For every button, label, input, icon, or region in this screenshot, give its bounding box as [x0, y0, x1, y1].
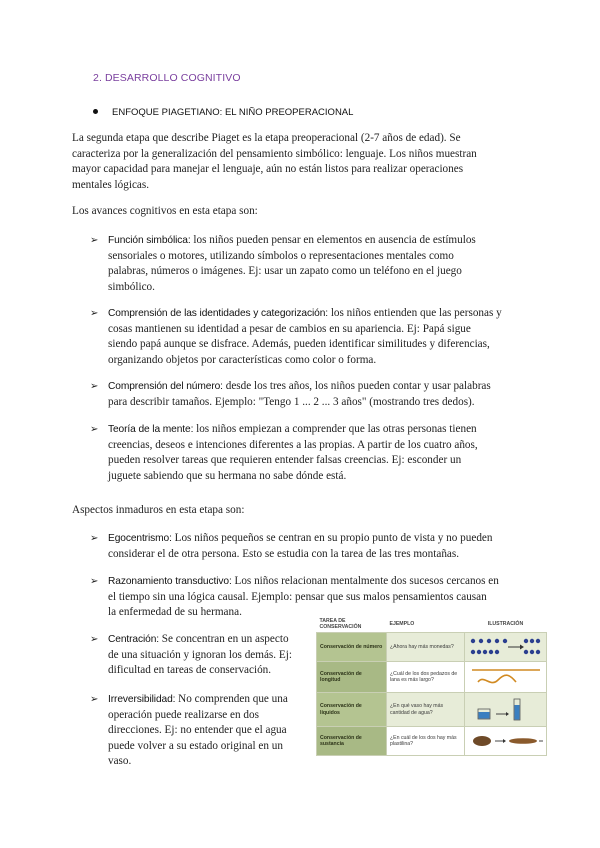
- item-text: Se concentran en un aspecto: [159, 633, 289, 645]
- conservation-table: [316, 616, 547, 756]
- item-text: direcciones. Ej: no entender que el agua: [108, 724, 287, 737]
- item-text: el tiempo sin una lógica causal. Ejemplo: pensar que sus malos pensamientos causan: [108, 590, 487, 603]
- item-text: siendo papá aunque se disfrace. Además, pueden identificar similitudes y diferencias,: [108, 338, 490, 351]
- term-label: Razonamiento transductivo:: [108, 576, 232, 587]
- arrow-bullet-icon: ➢: [90, 381, 99, 392]
- table-cell-illustration: [465, 633, 547, 662]
- item-text: operación puede realizarse en dos: [108, 708, 259, 721]
- item-text: simbólico.: [108, 280, 155, 293]
- intro-line: mayor capacidad para manejar el lenguaje, aún no están listos para realizar operaciones: [72, 163, 464, 176]
- table-header: ILUSTRACIÓN: [465, 616, 547, 633]
- list-item-egocentrismo: [90, 531, 530, 562]
- table-cell-example: ¿Cuál de los dos pedazos de lana es más largo?: [387, 662, 465, 693]
- table-cell-example: ¿En qué vaso hay más cantidad de agua?: [387, 693, 465, 726]
- table-cell-task: Conservación de líquidos: [317, 693, 387, 726]
- term-label: Función simbólica:: [108, 235, 191, 246]
- intro-line: caracteriza por la generalización del pensamiento simbólico: lenguaje. Los niños muestran: [72, 147, 477, 160]
- table-cell-illustration: [465, 693, 547, 726]
- item-text: Los niños relacionan mentalmente dos sucesos cercanos en: [231, 575, 499, 587]
- table-row: [317, 633, 547, 662]
- arrow-bullet-icon: ➢: [90, 634, 99, 645]
- item-text: considerar el de otra persona. Esto se estudia con la tarea de las tres montañas.: [108, 547, 460, 560]
- table-cell-example: ¿En cuál de los dos hay más plastilina?: [387, 726, 465, 755]
- term-label: Teoría de la mente:: [108, 424, 194, 435]
- table-cell-illustration: [465, 726, 547, 755]
- coins-row-icon: [468, 636, 544, 658]
- table-cell-task: Conservación de sustancia: [317, 726, 387, 755]
- table-cell-task: Conservación de longitud: [317, 662, 387, 693]
- term-label: Centración:: [108, 634, 159, 645]
- arrow-bullet-icon: ➢: [90, 576, 99, 587]
- table-header: EJEMPLO: [387, 616, 465, 633]
- list-item-teoria-mente: [90, 422, 530, 484]
- subheading: [93, 107, 353, 118]
- arrow-bullet-icon: ➢: [90, 424, 99, 435]
- table-cell-example: ¿Ahora hay más monedas?: [387, 633, 465, 662]
- list-item-irreversibilidad: [90, 692, 340, 770]
- list-item-funcion-simbolica: [90, 233, 530, 295]
- list-item-identidades: [90, 306, 530, 368]
- table-row: [317, 693, 547, 726]
- subheading-text: ENFOQUE PIAGETIANO: EL NIÑO PREOPERACIONAL: [112, 107, 354, 118]
- term-label: Irreversibilidad:: [108, 694, 176, 705]
- item-text: la enfermedad de su hermana.: [108, 606, 242, 619]
- arrow-bullet-icon: ➢: [90, 533, 99, 544]
- intro-paragraph: [72, 131, 527, 193]
- water-glasses-icon: [468, 697, 544, 723]
- immature-intro: Aspectos inmaduros en esta etapa son:: [72, 504, 245, 516]
- intro-line: mentales lógicas.: [72, 178, 150, 191]
- table-row: [317, 726, 547, 755]
- item-text: organizando objetos por características como color o forma.: [108, 353, 377, 366]
- clay-shapes-icon: [468, 730, 544, 752]
- table-cell-illustration: [465, 662, 547, 693]
- term-label: Comprensión de las identidades y categorización:: [108, 308, 329, 319]
- item-text: para describir tamaños. Ejemplo: "Tengo 1 ... 2 ... 3 años" (mostrando tres dedos).: [108, 395, 475, 408]
- list-item-centracion: [90, 632, 340, 679]
- item-text: dificultad en tareas de conservación.: [108, 664, 272, 677]
- item-text: No comprenden que una: [175, 693, 288, 705]
- item-text: Los niños pequeños se centran en su propio punto de vista y no pueden: [171, 532, 493, 544]
- item-text: juguete sabiendo que su hermana no sabe dónde está.: [108, 469, 347, 482]
- intro-line: La segunda etapa que describe Piaget es la etapa preoperacional (2-7 años de edad). Se: [72, 132, 461, 144]
- item-text: creencias, deseos e intenciones diferentes a las propias. A partir de los cuatro años,: [108, 438, 478, 451]
- yarn-length-icon: [468, 665, 544, 689]
- item-text: los niños pueden pensar en elementos en ausencia de estímulos: [190, 234, 476, 246]
- arrow-bullet-icon: ➢: [90, 308, 99, 319]
- arrow-bullet-icon: ➢: [90, 694, 99, 705]
- term-label: Comprensión del número:: [108, 381, 223, 392]
- item-text: los niños empiezan a comprender que las otras personas tienen: [193, 423, 477, 435]
- bullet-dot-icon: [93, 109, 98, 114]
- section-title: 2. DESARROLLO COGNITIVO: [93, 72, 241, 84]
- item-text: los niños entienden que las personas y: [328, 307, 502, 319]
- item-text: desde los tres años, los niños pueden contar y usar palabras: [222, 380, 491, 392]
- item-text: de una situación y ignoran los demás. Ej:: [108, 648, 292, 661]
- list-item-razonamiento-transductivo: [90, 574, 530, 621]
- table-cell-task: Conservación de número: [317, 633, 387, 662]
- advances-intro: Los avances cognitivos en esta etapa son:: [72, 205, 258, 217]
- item-text: cosas mantienen su identidad a pesar de cambios en su apariencia. Ej: Papá sigue: [108, 322, 471, 335]
- arrow-bullet-icon: ➢: [90, 235, 99, 246]
- list-item-numero: [90, 379, 530, 410]
- item-text: vaso.: [108, 755, 132, 768]
- term-label: Egocentrismo:: [108, 533, 172, 544]
- item-text: pueden resolver tareas que requieren entender falsas creencias. Ej: esconder un: [108, 454, 462, 467]
- table-row: [317, 662, 547, 693]
- item-text: sensoriales o motores, utilizando símbolos o representaciones mentales como: [108, 249, 454, 262]
- item-text: palabras, números o imágenes. Ej: usar un zapato como un teléfono en el juego: [108, 265, 462, 278]
- table-header: TAREA DE CONSERVACIÓN: [317, 616, 387, 633]
- item-text: puede volver a su estado original en un: [108, 739, 283, 752]
- table-header-row: [317, 616, 547, 633]
